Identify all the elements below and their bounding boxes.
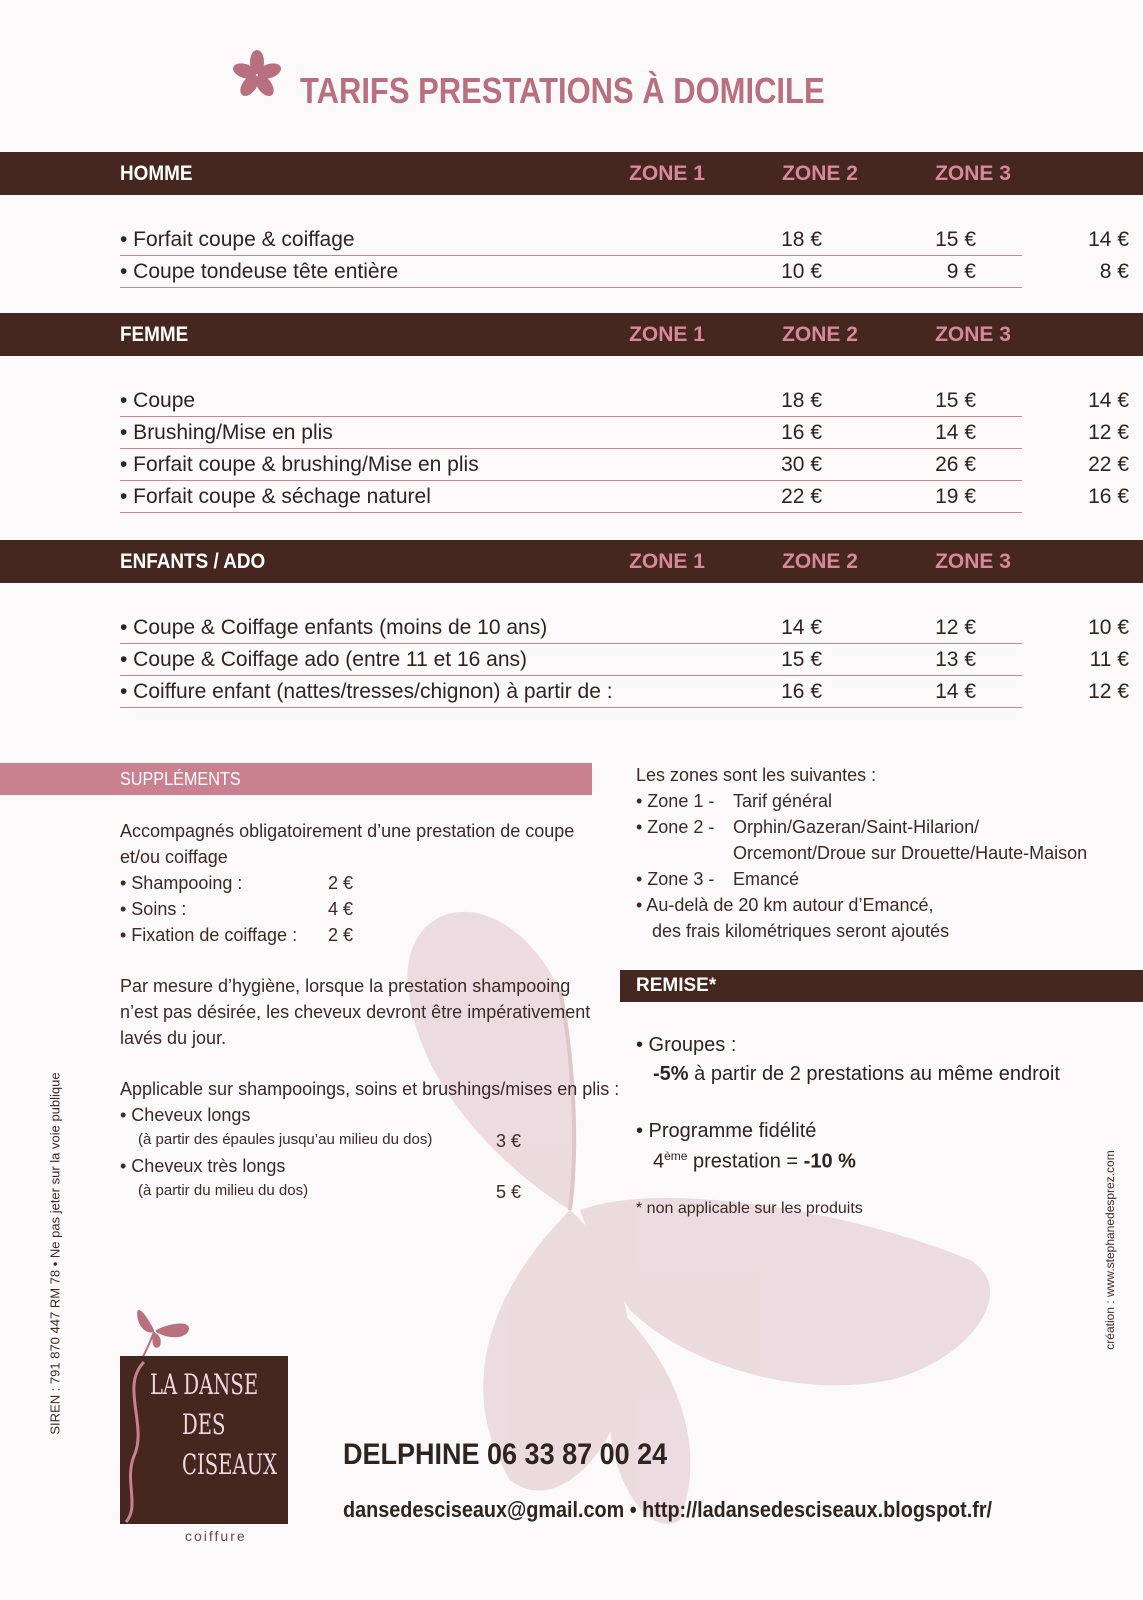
- service-label: • Coiffure enfant (nattes/tresses/chignon) à partir de :: [120, 680, 613, 703]
- remise-fidelite-num: 4: [653, 1150, 665, 1173]
- zones-intro: Les zones sont les suivantes :: [636, 765, 877, 785]
- price-zone-1: 18 €: [781, 228, 822, 251]
- contact-links[interactable]: dansedesciseaux@gmail.com • http://ladansedesciseaux.blogspot.fr/: [343, 1497, 993, 1522]
- service-label: • Coupe tondeuse tête entière: [120, 260, 399, 283]
- zone-2-header: ZONE 2: [782, 550, 858, 573]
- zone-1-header: ZONE 1: [629, 162, 705, 185]
- price-row: [120, 644, 1129, 676]
- price-zone-1: 16 €: [781, 680, 822, 703]
- price-zone-3: 8 €: [1099, 260, 1129, 283]
- supplement-price: 2 €: [328, 925, 354, 945]
- price-zone-3: 11 €: [1089, 648, 1129, 671]
- siren-note: SIREN : 791 870 447 RM 78 • Ne pas jeter sur la voie publique: [47, 1072, 63, 1435]
- very-long-hair-label: • Cheveux très longs: [120, 1156, 286, 1176]
- price-row: [120, 449, 1129, 481]
- price-zone-2: 12 €: [935, 616, 976, 639]
- zone-1-header: ZONE 1: [629, 323, 705, 346]
- zone-2-header: ZONE 2: [782, 323, 858, 346]
- service-label: • Forfait coupe & brushing/Mise en plis: [120, 453, 479, 476]
- price-zone-1: 10 €: [781, 260, 822, 283]
- page-title: TARIFS PRESTATIONS À DOMICILE: [300, 70, 825, 111]
- price-zone-2: 19 €: [935, 485, 976, 508]
- remise-groupes-pct: -5%: [653, 1063, 689, 1085]
- zone-2-value-2: Orcemont/Droue sur Drouette/Haute-Maison: [733, 843, 1088, 863]
- supplements-title: SUPPLÉMENTS: [120, 769, 241, 789]
- price-zone-2: 14 €: [935, 680, 976, 703]
- price-zone-2: 15 €: [935, 389, 976, 412]
- price-zone-3: 12 €: [1088, 680, 1129, 703]
- price-zone-1: 16 €: [781, 421, 822, 444]
- service-label: • Forfait coupe & coiffage: [120, 228, 355, 251]
- section-header-enfants: [0, 540, 1143, 583]
- logo-subtitle: coiffure: [185, 1528, 247, 1544]
- supplement-label: • Soins :: [120, 899, 187, 919]
- zone-3-value: Emancé: [733, 869, 800, 889]
- service-label: • Coupe & Coiffage enfants (moins de 10 ans): [120, 616, 548, 639]
- remise-fidelite: • Programme fidélité: [636, 1120, 817, 1142]
- price-zone-1: 22 €: [781, 485, 822, 508]
- zone-1-header: ZONE 1: [629, 550, 705, 573]
- zones-beyond-1: • Au-delà de 20 km autour d’Emancé,: [636, 895, 934, 915]
- zone-3-header: ZONE 3: [935, 550, 1011, 573]
- price-zone-3: 22 €: [1088, 453, 1129, 476]
- price-row: [120, 676, 1129, 708]
- supplements-intro-2: et/ou coiffage: [120, 847, 228, 867]
- service-label: • Coupe: [120, 389, 196, 412]
- zone-2-key: • Zone 2 -: [636, 817, 715, 837]
- zone-2-header: ZONE 2: [782, 162, 858, 185]
- remise-title: REMISE*: [636, 975, 717, 996]
- price-zone-2: 9 €: [946, 260, 976, 283]
- zone-3-header: ZONE 3: [935, 323, 1011, 346]
- section-label: ENFANTS / ADO: [120, 550, 266, 573]
- logo-line-2: DES: [182, 1408, 226, 1441]
- section-header-homme: [0, 152, 1143, 195]
- price-zone-1: 30 €: [781, 453, 822, 476]
- long-hair-label: • Cheveux longs: [120, 1105, 251, 1125]
- section-label: FEMME: [120, 323, 189, 346]
- zone-1-key: • Zone 1 -: [636, 791, 715, 811]
- logo-swirl-icon: [114, 1356, 154, 1524]
- credit-note: création : www.stephanedesprez.com: [1103, 1150, 1117, 1350]
- supplement-label: • Fixation de coiffage :: [120, 925, 298, 945]
- remise-note: * non applicable sur les produits: [636, 1200, 863, 1217]
- price-zone-3: 10 €: [1088, 616, 1129, 639]
- remise-fidelite-pct: -10 %: [803, 1150, 856, 1173]
- very-long-hair-price: 5 €: [496, 1182, 522, 1202]
- price-zone-3: 14 €: [1088, 228, 1129, 251]
- price-zone-1: 18 €: [781, 389, 822, 412]
- hygiene-note-2: n’est pas désirée, les cheveux devront être impérativement: [120, 1002, 591, 1022]
- contact-phone: DELPHINE 06 33 87 00 24: [343, 1438, 668, 1471]
- price-row: [120, 612, 1129, 644]
- remise-groupes-detail: [653, 1063, 1060, 1086]
- price-zone-2: 13 €: [935, 648, 976, 671]
- remise-fidelite-sup: ème: [664, 1149, 688, 1163]
- supplement-price: 4 €: [328, 899, 354, 919]
- price-zone-2: 14 €: [935, 421, 976, 444]
- price-zone-1: 14 €: [781, 616, 822, 639]
- logo-line-1: LA DANSE: [150, 1368, 259, 1401]
- supplements-intro-1: Accompagnés obligatoirement d’une prestation de coupe: [120, 821, 575, 841]
- remise-groupes: • Groupes :: [636, 1034, 737, 1056]
- price-zone-1: 15 €: [781, 648, 822, 671]
- section-header-femme: [0, 313, 1143, 356]
- logo: [120, 1356, 288, 1524]
- price-zone-2: 15 €: [935, 228, 976, 251]
- remise-fidelite-detail: [653, 1149, 856, 1174]
- section-label: HOMME: [120, 162, 193, 185]
- price-row: [120, 385, 1129, 417]
- supplement-price: 2 €: [328, 873, 354, 893]
- long-hair-price: 3 €: [496, 1131, 522, 1151]
- supplement-label: • Shampooing :: [120, 873, 243, 893]
- price-zone-3: 14 €: [1088, 389, 1129, 412]
- service-label: • Brushing/Mise en plis: [120, 421, 333, 444]
- zones-beyond-2: des frais kilométriques seront ajoutés: [652, 921, 950, 941]
- price-zone-3: 16 €: [1088, 485, 1129, 508]
- asterisk-flower-icon: [232, 48, 282, 102]
- remise-header: [620, 970, 1143, 1002]
- service-label: • Forfait coupe & séchage naturel: [120, 485, 431, 508]
- price-row: [120, 417, 1129, 449]
- service-label: • Coupe & Coiffage ado (entre 11 et 16 ans): [120, 648, 528, 671]
- logo-line-3: CISEAUX: [182, 1448, 278, 1481]
- price-zone-3: 12 €: [1088, 421, 1129, 444]
- logo-butterfly-icon: [132, 1300, 202, 1360]
- price-zone-2: 26 €: [935, 453, 976, 476]
- zone-3-header: ZONE 3: [935, 162, 1011, 185]
- zone-3-key: • Zone 3 -: [636, 869, 715, 889]
- zone-2-value-1: Orphin/Gazeran/Saint-Hilarion/: [733, 817, 980, 837]
- very-long-hair-detail: (à partir du milieu du dos): [138, 1182, 309, 1199]
- long-hair-detail: (à partir des épaules jusqu’au milieu du dos): [138, 1131, 433, 1148]
- price-row: [120, 481, 1129, 513]
- hygiene-note-3: lavés du jour.: [120, 1028, 227, 1048]
- zone-1-value: Tarif général: [733, 791, 833, 811]
- remise-fidelite-rest: prestation =: [687, 1150, 804, 1173]
- applicable-note: Applicable sur shampooings, soins et brushings/mises en plis :: [120, 1079, 620, 1099]
- price-row: [120, 256, 1129, 288]
- hygiene-note-1: Par mesure d’hygiène, lorsque la prestation shampooing: [120, 976, 571, 996]
- supplements-header: [0, 763, 592, 795]
- price-row: [120, 224, 1129, 256]
- remise-groupes-rest: à partir de 2 prestations au même endroit: [688, 1063, 1060, 1085]
